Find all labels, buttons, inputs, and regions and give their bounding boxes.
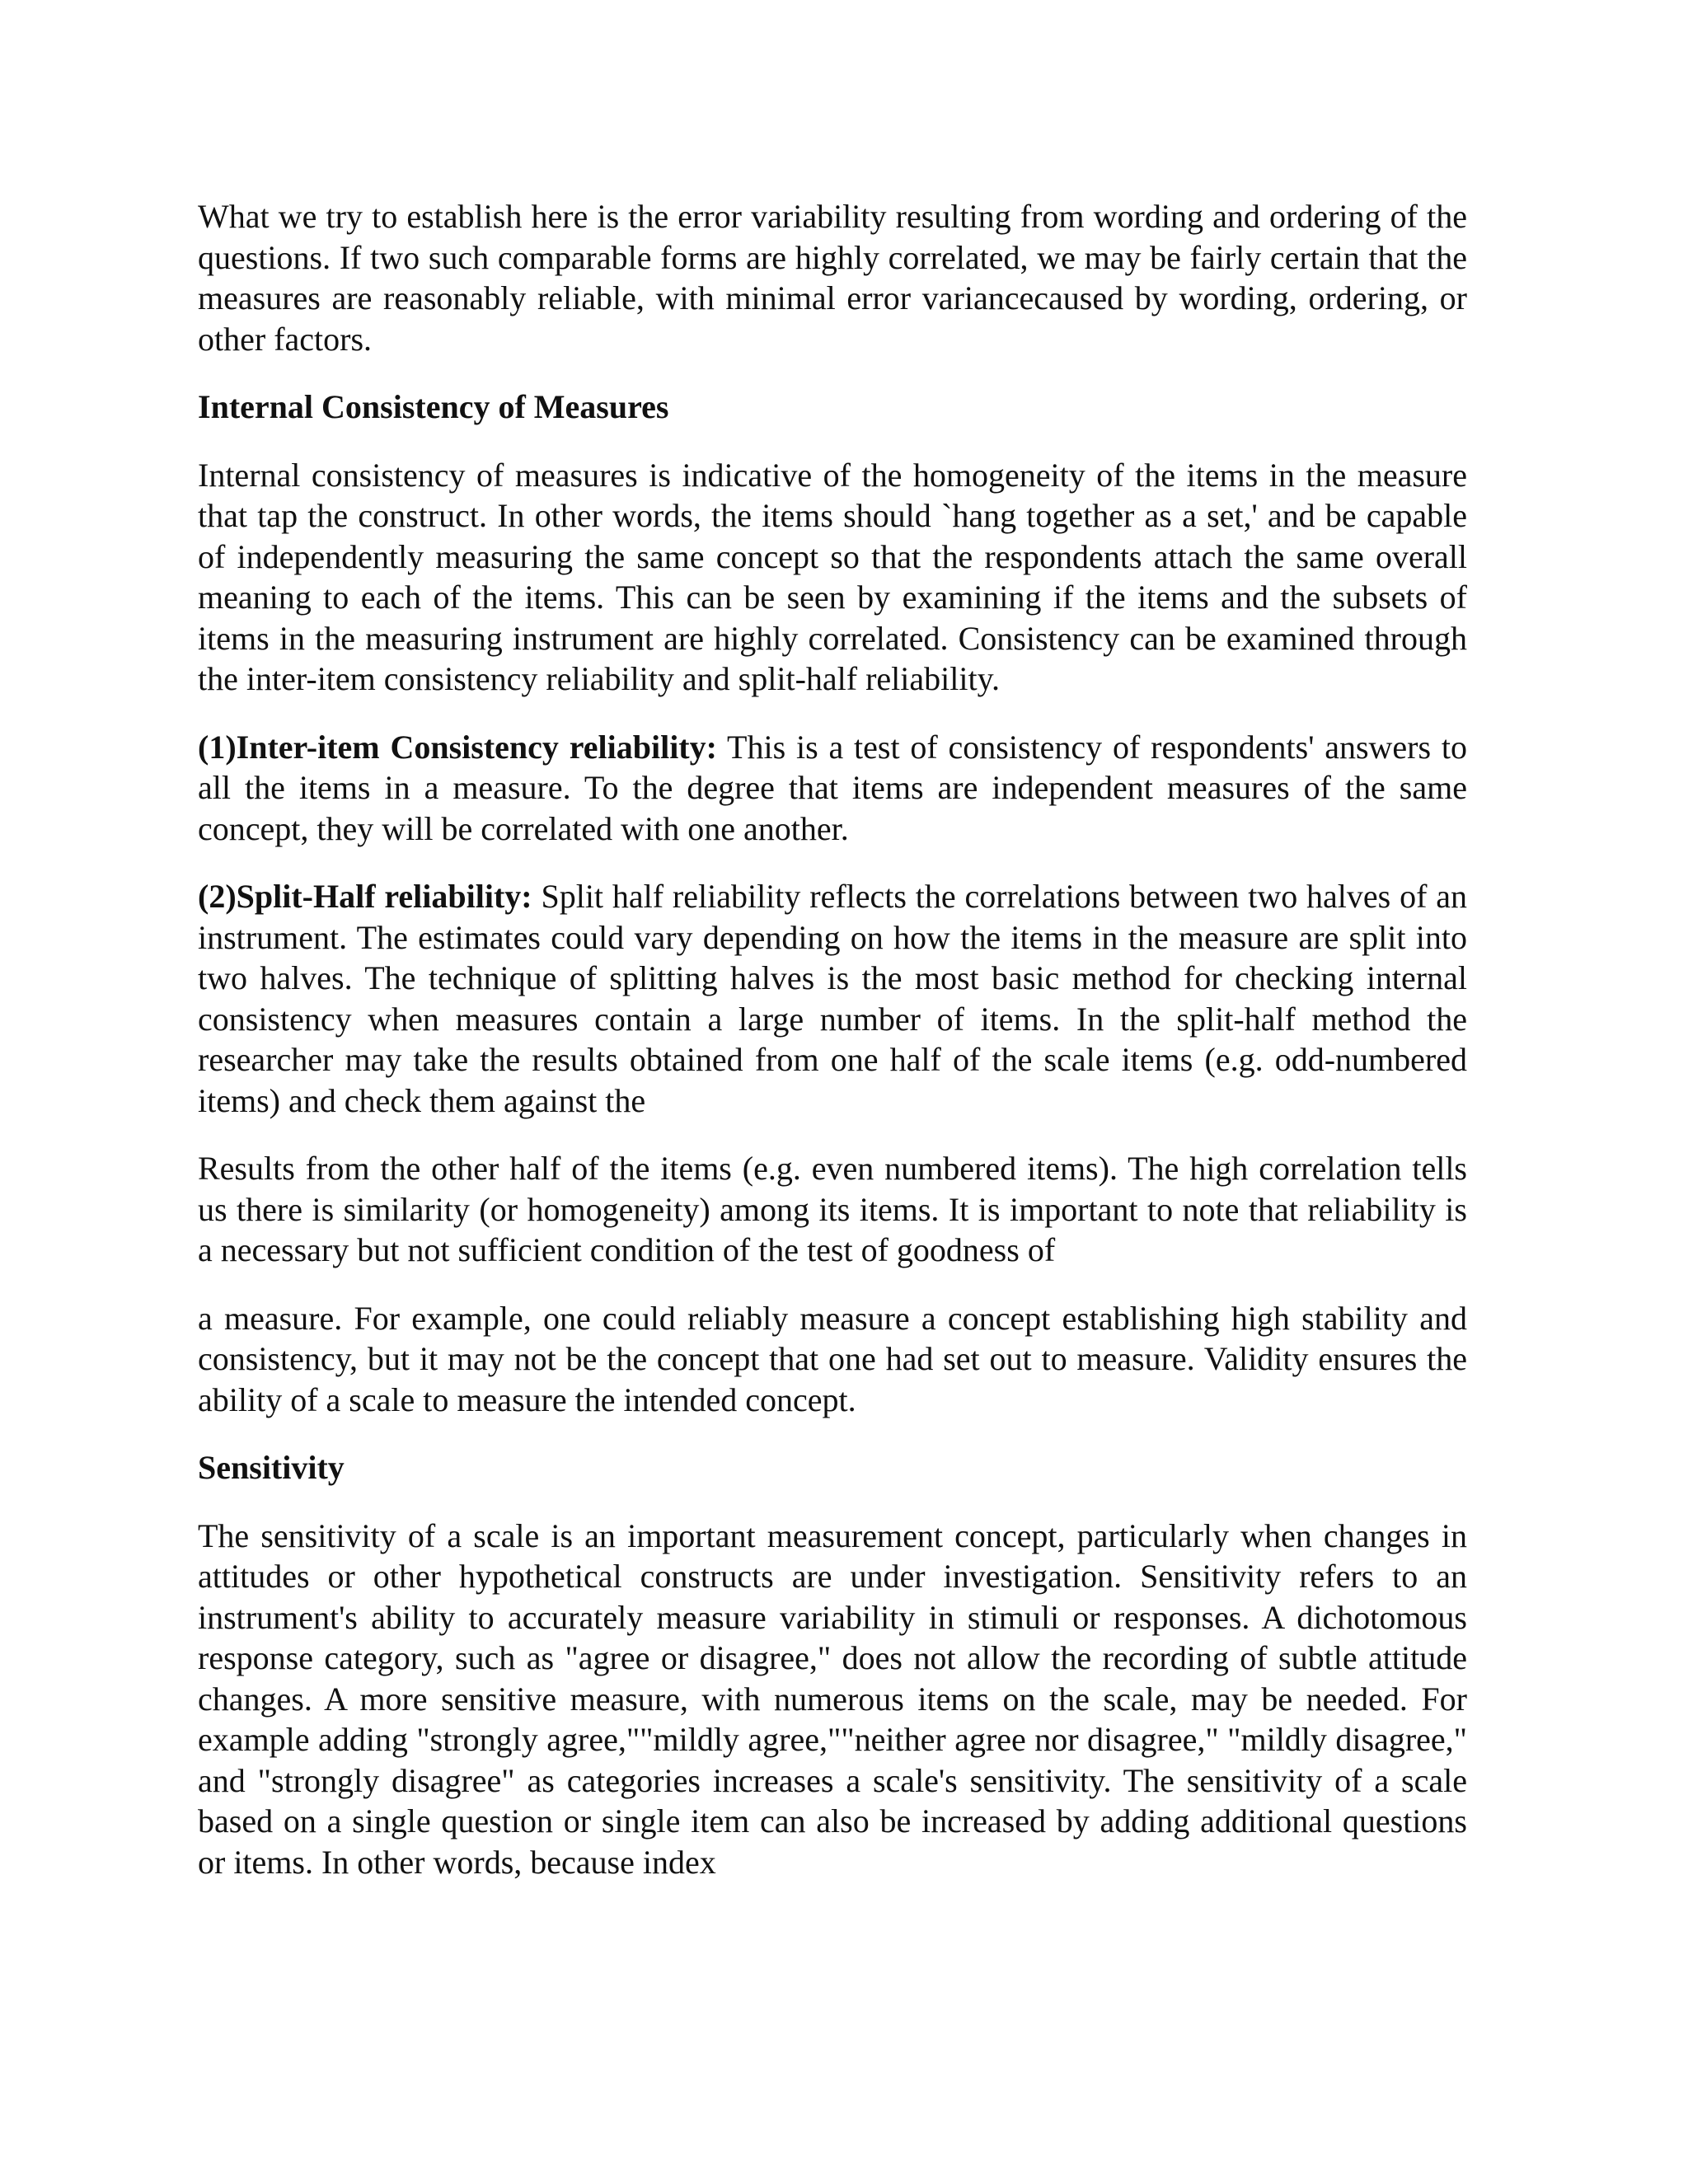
heading-internal-consistency: Internal Consistency of Measures — [198, 388, 669, 425]
paragraph-split-half — [198, 876, 1467, 1121]
split-half-text: Split half reliability reflects the correlations between two halves of an instrument. The estimates could vary depending on how the items in the measure are split into two halves. The technique of splitting halves is the most basic method for checking internal consistency when measures contain a large number of items. In the split-half method the researcher may take the results obtained from one half of the scale items (e.g. odd-numbered items) and check them against the — [198, 878, 1467, 1119]
paragraph-error-variability: What we try to establish here is the error variability resulting from wording and ordering of the questions. If two such comparable forms are highly correlated, we may be fairly certain that the measures are reasonably reliable, with minimal error variancecaused by wording, ordering, or other factors. — [198, 198, 1467, 358]
paragraph-results-other-half: Results from the other half of the items (e.g. even numbered items). The high correlation tells us there is similarity (or homogeneity) among its items. It is important to note that reliability is a necessary but not sufficient condition of the test of goodness of — [198, 1150, 1467, 1268]
inter-item-label: (1)Inter-item Consistency reliability: — [198, 728, 717, 766]
paragraph-validity: a measure. For example, one could reliably measure a concept establishing high stability and consistency, but it may not be the concept that one had set out to measure. Validity ensures the ability of a scale to measure the intended concept. — [198, 1299, 1467, 1418]
document-page — [198, 196, 1467, 1910]
paragraph-inter-item-consistency — [198, 727, 1467, 850]
heading-sensitivity: Sensitivity — [198, 1449, 345, 1486]
paragraph-sensitivity: The sensitivity of a scale is an important measurement concept, particularly when changes in attitudes or other hypothetical constructs are under investigation. Sensitivity refers to an instrument's ability to accurately measure variability in stimuli or responses. A dichotomous response category, such as "agree or disagree," does not allow the recording of subtle attitude changes. A more sensitive measure, with numerous items on the scale, may be needed. For example adding "strongly agree,""mildly agree,""neither agree nor disagree," "mildly disagree," and "strongly disagree" as categories increases a scale's sensitivity. The sensitivity of a scale based on a single question or single item can also be increased by adding additional questions or items. In other words, because index — [198, 1516, 1467, 1881]
paragraph-internal-consistency: Internal consistency of measures is indicative of the homogeneity of the items in the measure that tap the construct. In other words, the items should `hang together as a set,' and be capable of independently measuring the same concept so that the respondents attach the same overall meaning to each of the items. This can be seen by examining if the items and the subsets of items in the measuring instrument are highly correlated. Consistency can be examined through the inter-item consistency reliability and split-half reliability. — [198, 456, 1467, 697]
inter-item-text: This is a test of consistency of respondents' answers to all the items in a measure. To the degree that items are independent measures of the same concept, they will be correlated with one another. — [198, 728, 1467, 847]
split-half-label: (2)Split-Half reliability: — [198, 878, 532, 915]
